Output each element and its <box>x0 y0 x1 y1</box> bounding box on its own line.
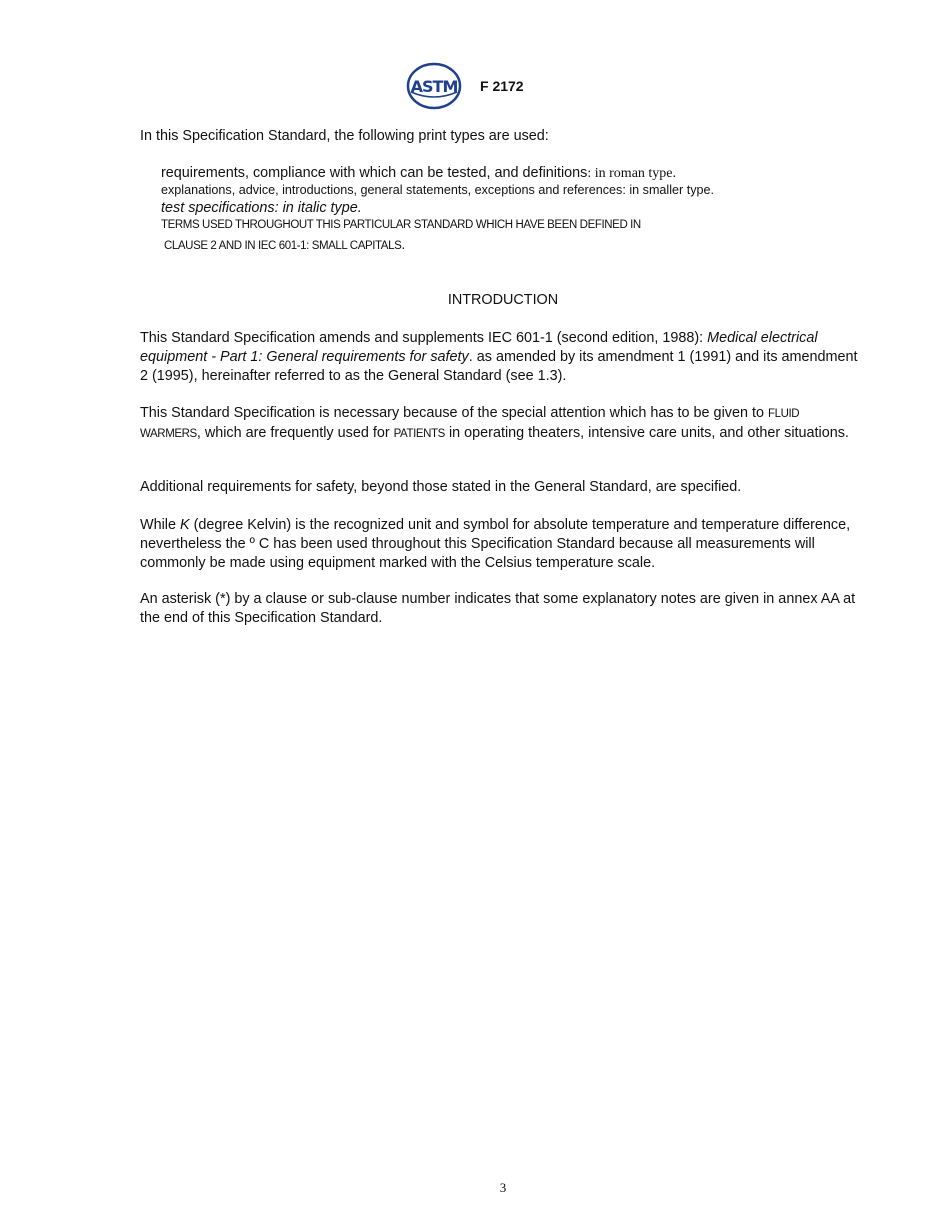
paragraph-necessity-part-e: in operating theaters, intensive care units, and other situations. <box>444 425 849 441</box>
paragraph-necessity <box>140 404 862 444</box>
print-type-caps-line1: TERMS USED THROUGHOUT THIS PARTICULAR STANDARD WHICH HAVE BEEN DEFINED IN <box>161 219 641 231</box>
document-number: F 2172 <box>480 78 524 94</box>
paragraph-temperature-units <box>140 516 862 573</box>
section-heading: INTRODUCTION <box>447 292 559 308</box>
term-patients: PATIENTS <box>393 428 445 440</box>
svg-text:ASTM: ASTM <box>410 77 458 96</box>
paragraph-scope-part-a: This Standard Specification amends and supplements IEC 601-1 (second edition, 1988): <box>140 330 708 346</box>
roman-label: : in roman type. <box>587 166 677 181</box>
paragraph-temperature-part-a: While <box>140 517 180 533</box>
paragraph-scope-title: Medical electrical equipment - Part 1: General requirements for safety <box>140 330 818 365</box>
print-type-caps-line2 <box>164 236 864 252</box>
paragraph-additional-requirements: Additional requirements for safety, beyond those stated in the General Standard, are specified. <box>140 479 742 495</box>
term-fluid-warmers: FLUID WARMERS <box>140 408 800 440</box>
print-type-roman <box>161 165 861 182</box>
page-number: 3 <box>499 1180 507 1195</box>
page-header <box>405 62 545 110</box>
paragraph-asterisk-note: An asterisk (*) by a clause or sub-clause number indicates that some explanatory notes are given in annex AA at the end of this Specification Standard. <box>140 591 856 626</box>
paragraph-temperature-part-c: (degree Kelvin) is the recognized unit and symbol for absolute temperature and temperature difference, nevertheless the º C has been used throughout this Specification Standard because all measurements will commonly be made using equipment marked with the Celsius temperature scale. <box>140 517 851 571</box>
astm-logo <box>405 62 463 110</box>
kelvin-symbol: K <box>179 517 190 533</box>
roman-description: requirements, compliance with which can be tested, and definitions <box>161 165 588 181</box>
paragraph-scope <box>140 329 862 386</box>
print-types-intro: In this Specification Standard, the following print types are used: <box>140 128 549 144</box>
caps-period: . <box>401 236 406 252</box>
print-type-italic: test specifications: in italic type. <box>161 200 362 216</box>
print-type-smaller: explanations, advice, introductions, general statements, exceptions and references: in smaller type. <box>161 183 715 197</box>
paragraph-necessity-part-a: This Standard Specification is necessary because of the special attention which has to be given to <box>140 405 768 421</box>
paragraph-necessity-part-c: , which are frequently used for <box>196 425 394 441</box>
caps-text: CLAUSE 2 AND IN IEC 601-1: SMALL CAPITALS <box>164 240 402 252</box>
paragraph-scope-part-c: . as amended by its amendment 1 (1991) and its amendment 2 (1995), hereinafter referred to as the General Standard (see 1.3). <box>140 349 858 384</box>
